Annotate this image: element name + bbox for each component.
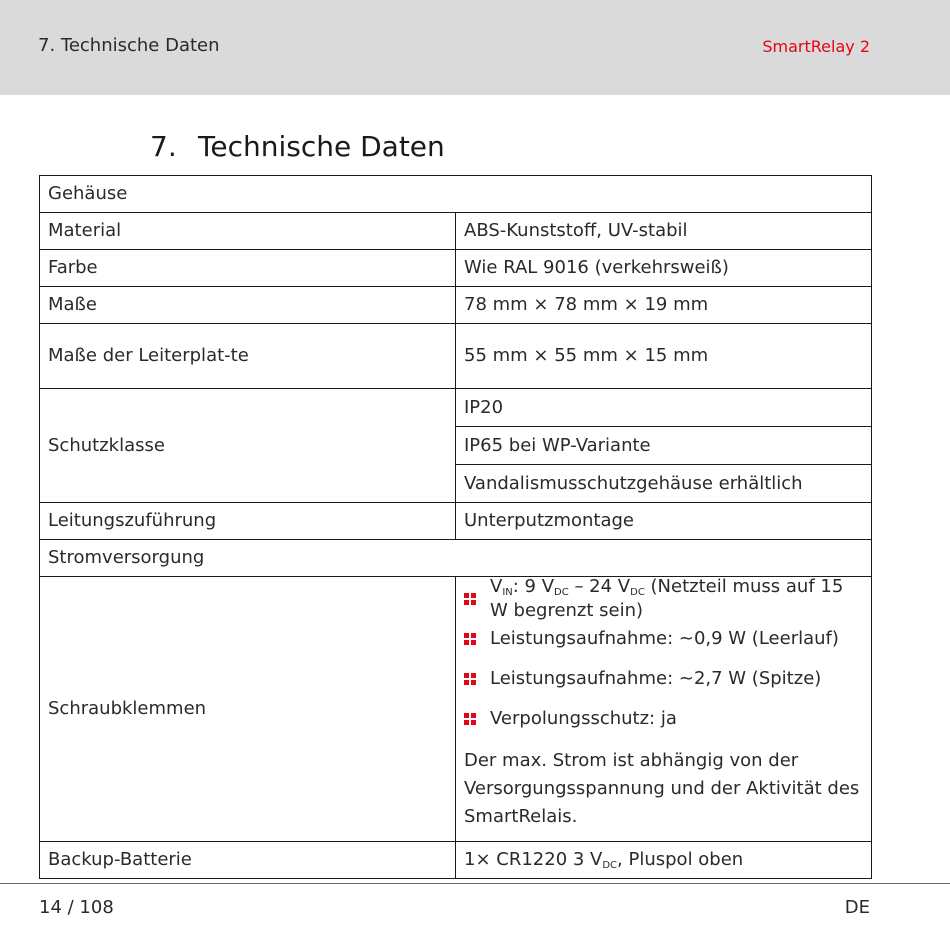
terminals-note: Der max. Strom ist abhängig von der Versorgungsspannung und der Aktivität des SmartRelais. xyxy=(464,750,860,827)
list-item xyxy=(464,619,863,659)
row-value: ABS-Kunststoff, UV-stabil xyxy=(456,213,872,250)
header-product-name: SmartRelay 2 xyxy=(762,37,870,56)
list-item xyxy=(464,699,863,739)
bullet-text: Leistungsaufnahme: ~0,9 W (Leerlauf) xyxy=(490,628,839,649)
row-value: 55 mm × 55 mm × 15 mm xyxy=(456,324,872,389)
page-header xyxy=(0,0,950,95)
row-label: Backup-Batterie xyxy=(40,842,456,879)
language-code: DE xyxy=(844,897,870,918)
bullet-icon xyxy=(464,593,476,605)
bullet-icon xyxy=(464,673,476,685)
row-label: Schutzklasse xyxy=(40,389,456,503)
row-label: Maße xyxy=(40,287,456,324)
section-heading-power: Stromversorgung xyxy=(40,540,872,577)
list-item xyxy=(464,576,863,621)
page-title xyxy=(150,130,445,163)
table-row xyxy=(40,842,872,879)
table-row xyxy=(40,213,872,250)
bullet-text: $V_{IN}$: 9 $V_{DC} - 24$ $V_{DC}$ (Netzteil muss auf 15 W begrenzt sein) xyxy=(490,576,844,621)
technical-data-table xyxy=(39,175,872,879)
row-value: Wie RAL 9016 (verkehrsweiß) xyxy=(456,250,872,287)
table-row xyxy=(40,577,872,842)
table-row xyxy=(40,540,872,577)
row-value: Unterputzmontage xyxy=(456,503,872,540)
table-row xyxy=(40,287,872,324)
bullet-text: Verpolungsschutz: ja xyxy=(490,708,677,729)
row-value-terminals xyxy=(456,577,872,842)
bullet-icon xyxy=(464,633,476,645)
footer-divider xyxy=(0,883,950,884)
table-row xyxy=(40,324,872,389)
row-label: Farbe xyxy=(40,250,456,287)
bullet-text: Leistungsaufnahme: ~2,7 W (Spitze) xyxy=(490,668,822,689)
row-label: Leitungszuführung xyxy=(40,503,456,540)
row-label: Material xyxy=(40,213,456,250)
row-label: Schraubklemmen xyxy=(40,577,456,842)
title-number: 7. xyxy=(150,130,177,163)
header-section-title: 7. Technische Daten xyxy=(38,35,220,56)
bullet-icon xyxy=(464,713,476,725)
row-label: Maße der Leiterplat-te xyxy=(40,324,456,389)
table-row xyxy=(40,250,872,287)
row-value: IP20 xyxy=(456,389,872,427)
row-value: IP65 bei WP-Variante xyxy=(456,427,872,465)
row-value: 1× CR1220 3 $V_{DC}$, Pluspol oben xyxy=(456,842,872,879)
list-item xyxy=(464,659,863,699)
row-value: 78 mm × 78 mm × 19 mm xyxy=(456,287,872,324)
title-text: Technische Daten xyxy=(198,130,445,163)
section-heading-housing: Gehäuse xyxy=(40,176,872,213)
table-row xyxy=(40,503,872,540)
table-row xyxy=(40,176,872,213)
page-number: 14 / 108 xyxy=(39,897,114,918)
table-row xyxy=(40,389,872,427)
row-value: Vandalismusschutzgehäuse erhältlich xyxy=(456,465,872,503)
